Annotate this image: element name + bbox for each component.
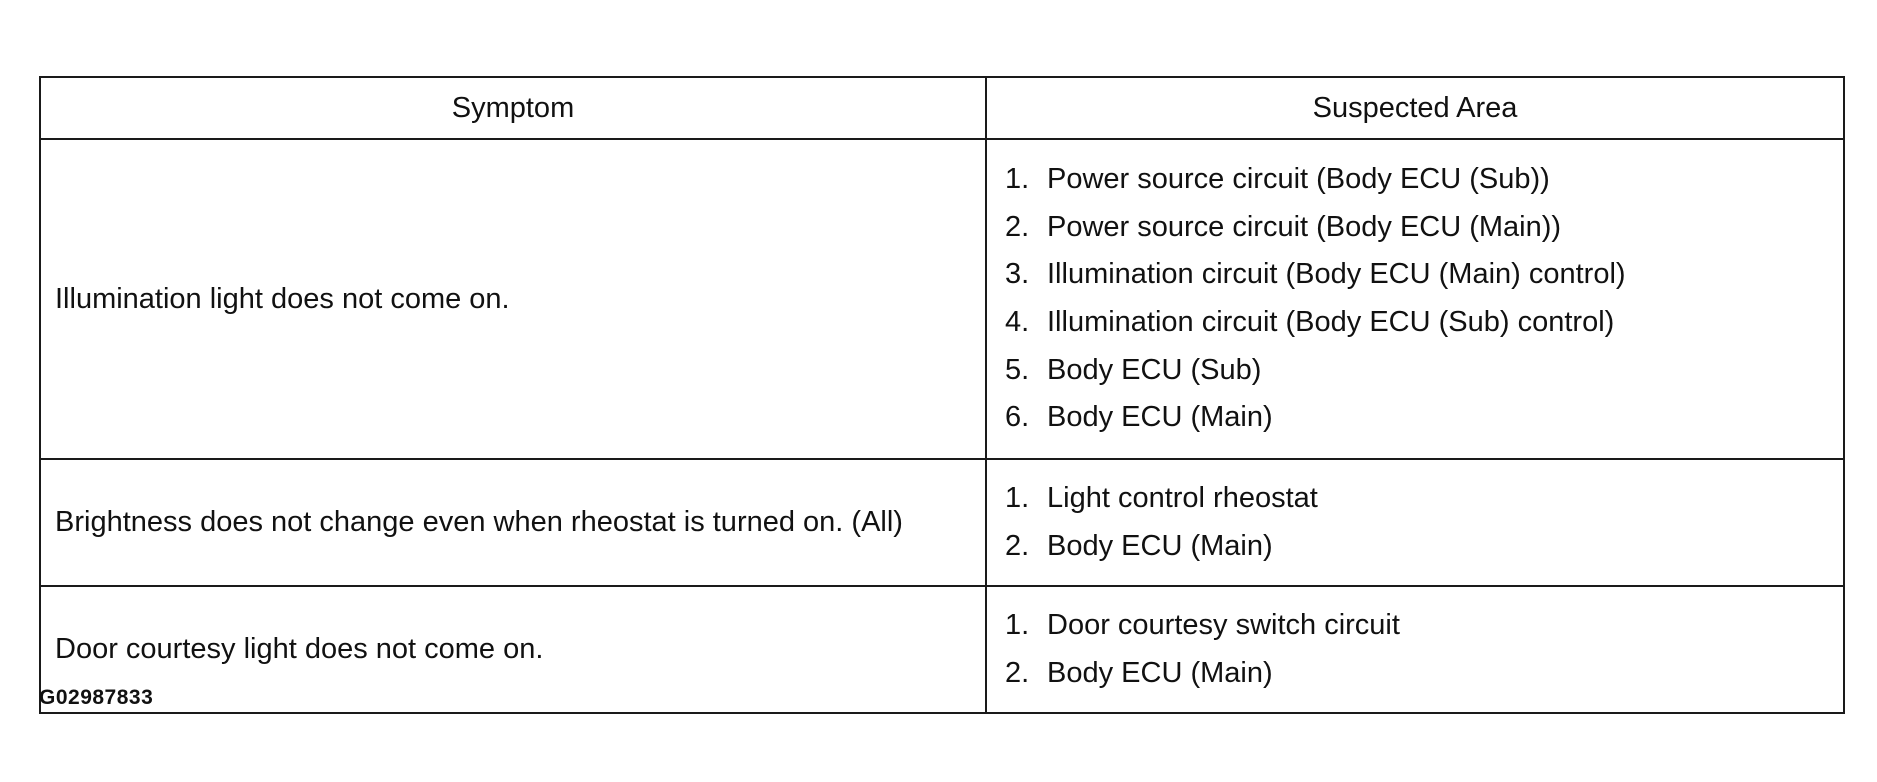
item-number: 1. [1005, 608, 1030, 641]
suspected-area-list [1005, 475, 1843, 570]
item-text: Body ECU (Main) [1047, 401, 1273, 434]
suspected-area-cell [986, 139, 1844, 459]
list-item [1005, 650, 1843, 698]
item-number: 3. [1005, 258, 1030, 291]
list-item [1005, 347, 1843, 395]
table-row [40, 459, 1844, 586]
list-item [1005, 204, 1843, 252]
item-number: 1. [1005, 162, 1030, 195]
suspected-area-list [1005, 156, 1843, 442]
suspected-area-cell [986, 586, 1844, 713]
symptom-cell: Door courtesy light does not come on. [40, 586, 986, 713]
item-number: 6. [1005, 401, 1030, 434]
table-row [40, 139, 1844, 459]
item-text: Body ECU (Main) [1047, 656, 1273, 689]
list-item [1005, 394, 1843, 442]
item-number: 2. [1005, 210, 1030, 243]
list-item [1005, 251, 1843, 299]
header-symptom: Symptom [40, 77, 986, 139]
item-text: Door courtesy switch circuit [1047, 608, 1400, 641]
item-text: Power source circuit (Body ECU (Sub)) [1047, 162, 1550, 195]
item-number: 5. [1005, 353, 1030, 386]
item-text: Body ECU (Main) [1047, 529, 1273, 562]
figure-id: G02987833 [39, 686, 154, 709]
item-text: Light control rheostat [1047, 481, 1318, 514]
list-item [1005, 156, 1843, 204]
header-suspected-area: Suspected Area [986, 77, 1844, 139]
item-number: 1. [1005, 481, 1030, 514]
item-number: 2. [1005, 529, 1030, 562]
suspected-area-list [1005, 602, 1843, 697]
suspected-area-cell [986, 459, 1844, 586]
table-header-row [40, 77, 1844, 139]
symptom-cell: Brightness does not change even when rheostat is turned on. (All) [40, 459, 986, 586]
table-row [40, 586, 1844, 713]
list-item [1005, 523, 1843, 571]
item-text: Power source circuit (Body ECU (Main)) [1047, 210, 1562, 243]
symptom-table [39, 76, 1845, 714]
item-text: Body ECU (Sub) [1047, 353, 1262, 386]
item-text: Illumination circuit (Body ECU (Sub) control) [1047, 306, 1615, 338]
list-item [1005, 475, 1843, 523]
item-number: 2. [1005, 656, 1030, 689]
list-item [1005, 602, 1843, 650]
symptom-cell: Illumination light does not come on. [40, 139, 986, 459]
list-item [1005, 299, 1843, 347]
item-number: 4. [1005, 306, 1030, 338]
item-text: Illumination circuit (Body ECU (Main) control) [1047, 258, 1626, 291]
